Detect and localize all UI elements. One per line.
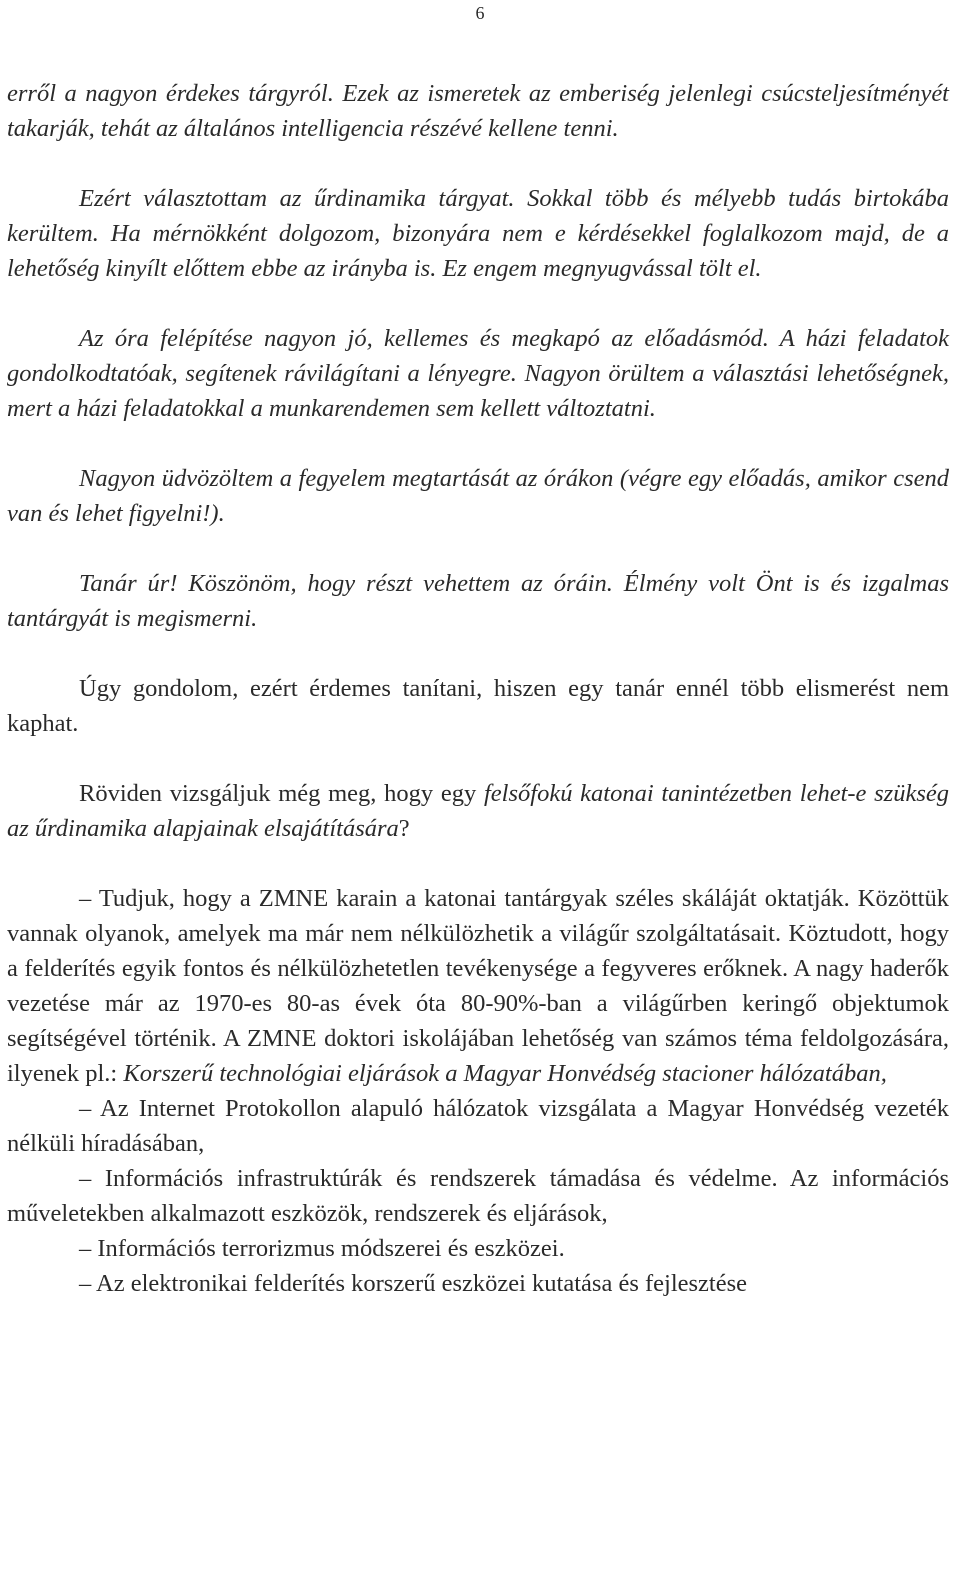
paragraph-3: Az óra felépítése nagyon jó, kellemes és megkapó az előadásmód. A házi feladatok gondolkodtatóak, segítenek rávilágítani a lényegre. Nagyon örültem a választási lehetőségnek, mert a házi feladatokkal a munkarendemen sem kellett változtatni. bbox=[7, 325, 949, 422]
document-body bbox=[7, 76, 949, 1301]
paragraph-7-text: Röviden vizsgáljuk még meg, hogy egy bbox=[79, 780, 484, 807]
paragraph-8-text: – Tudjuk, hogy a ZMNE karain a katonai tantárgyak széles skáláját oktatják. Közöttük vannak olyanok, amelyek ma már nem nélkülözhetik a világűr szolgáltatásait. Köztudott, hogy a felderítés egyik fontos és nélkülözhetetlen tevékenysége a fegyveres erőknek. A nagy haderők vezetése már az 1970-es 80-as évek óta 80-90%-ban a világűrben keringő objektumok segítségével történik. A ZMNE doktori iskolájában lehetőség van számos téma feldolgozására, ilyenek pl.: bbox=[7, 885, 949, 1087]
paragraph-7-italic: felsőfokú katonai tanintézetben lehet-e szükség az űrdinamika alapjainak elsajátítására bbox=[7, 780, 950, 842]
paragraph-7-end: ? bbox=[398, 815, 410, 842]
paragraph-4: Nagyon üdvözöltem a fegyelem megtartását az órákon (végre egy előadás, amikor csend van és lehet figyelni!). bbox=[7, 465, 949, 527]
paragraph-2: Ezért választottam az űrdinamika tárgyat. Sokkal több és mélyebb tudás birtokába kerültem. Ha mérnökként dolgozom, bizonyára nem e kérdésekkel foglalkozom majd, de a lehetőség kinyílt előttem ebbe az irányba is. Ez engem megnyugvással tölt el. bbox=[7, 185, 949, 282]
paragraph-8 bbox=[7, 881, 949, 1091]
paragraph-7 bbox=[7, 776, 949, 846]
list-item: – Információs infrastruktúrák és rendszerek támadása és védelme. Az információs műveletekben alkalmazott eszközök, rendszerek és eljárások, bbox=[7, 1165, 949, 1227]
paragraph-1: erről a nagyon érdekes tárgyról. Ezek az ismeretek az emberiség jelenlegi csúcsteljesítményét takarják, tehát az általános intelligencia részévé kellene tenni. bbox=[7, 80, 949, 142]
paragraph-6: Úgy gondolom, ezért érdemes tanítani, hiszen egy tanár ennél több elismerést nem kaphat. bbox=[7, 675, 949, 737]
list-item: – Az Internet Protokollon alapuló hálózatok vizsgálata a Magyar Honvédség vezeték nélküli híradásában, bbox=[7, 1095, 949, 1157]
paragraph-8-italic: Korszerű technológiai eljárások a Magyar Honvédség stacioner hálózatában, bbox=[123, 1060, 887, 1087]
list-item: – Az elektronikai felderítés korszerű eszközei kutatása és fejlesztése bbox=[79, 1270, 748, 1297]
list-item: – Információs terrorizmus módszerei és eszközei. bbox=[79, 1235, 565, 1262]
page-number: 6 bbox=[475, 3, 485, 23]
paragraph-5: Tanár úr! Köszönöm, hogy részt vehettem az óráin. Élmény volt Önt is és izgalmas tantárgyát is megismerni. bbox=[7, 570, 949, 632]
